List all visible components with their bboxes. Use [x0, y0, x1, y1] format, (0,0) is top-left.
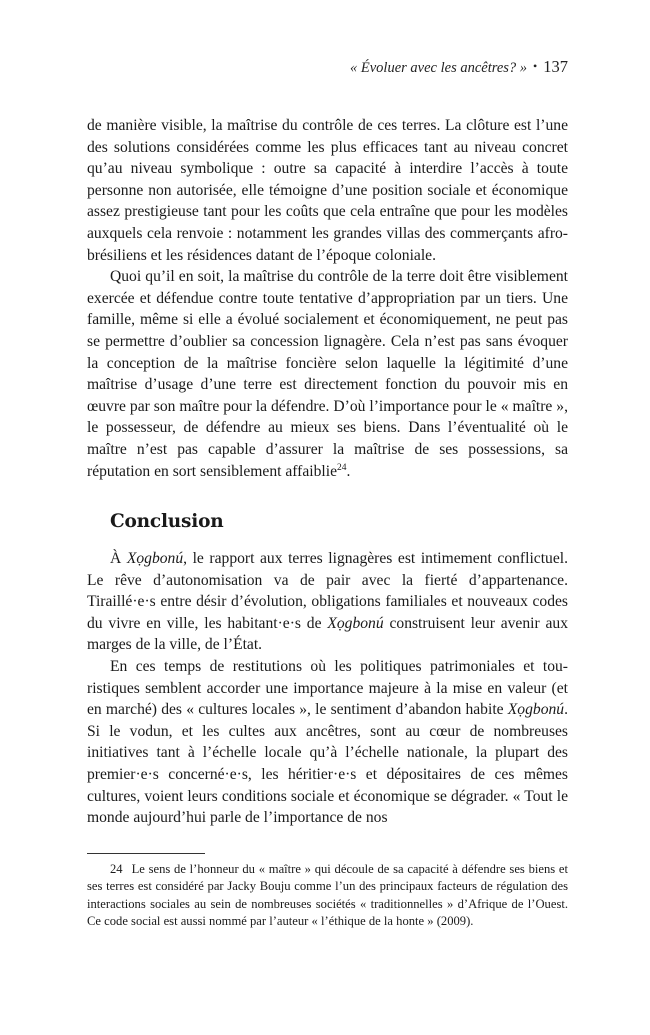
paragraph-text: En ces temps de restitutions où les politiques patrimoniales et touristiques semblent accorder une importance majeure à la mise en valeur (et en marché) des « cultures locales », le sentiment d’abandon habite: [87, 658, 568, 719]
running-head-bullet: •: [533, 59, 538, 73]
paragraph-text: À: [110, 550, 127, 568]
footnote-number: 24: [110, 862, 123, 876]
paragraph-text: , le rapport aux terres lignagères est intimement conflictuel. Le rêve d’autonomisation va de pair avec la fierté d’appartenance. Tiraillé·e·s entre désir d’évolution, obligations familiales et nouveaux codes du vivre en ville, les habitant·e·s de: [87, 550, 568, 632]
place-name: Xọgbonú: [126, 550, 184, 568]
footnote-reference[interactable]: 24: [337, 462, 347, 473]
paragraph-text: construisent leur avenir aux marges de la ville, de l’État.: [87, 614, 569, 654]
paragraph-text: de manière visible, la maîtrise du contrôle de ces terres. La clôture est l’une des solutions considérées comme les plus efficaces tant au niveau concret qu’au niveau symbolique : outre sa capacité à interdire l’accès à toute personne non autorisée, elle témoigne d’une position sociale et économique assez prestigieuse tant pour les coûts que cela entraîne que pour les modèles auxquels cela renvoie : notamment les grandes villas des commerçants afro-brésiliens et les résidences datant de l’époque coloniale.: [87, 117, 568, 264]
paragraph-2: [87, 266, 568, 482]
place-name: Xọgbonú: [507, 701, 565, 719]
footnote-text: Le sens de l’honneur du « maître » qui découle de sa capacité à défendre ses biens et ses terres est considéré par Jacky Bouju comme l’un des principaux facteurs de régulation des interactions sociales au sein de nombreuses sociétés « traditionnelles » d’Afrique de l’Ouest. Ce code social est aussi nommé par l’auteur « l’éthique de la honte » (2009).: [87, 862, 568, 928]
paragraph-text: . Si le vodun, et les cultes aux ancêtres, sont au cœur de nombreuses initiatives tant à l’échelle locale qu’à l’échelle nationale, la plupart des premier·e·s concerné·e·s, les héritier·e·s et dépositaires de ces mêmes cultures, voient leurs conditions sociale et économique se dégrader. « Tout le monde aujourd’hui parle de l’importance de nos: [87, 701, 568, 827]
running-head: [350, 57, 568, 77]
paragraph-text: Quoi qu’il en soit, la maîtrise du contrôle de la terre doit être visiblement exercée et défendue contre toute tentative d’appropriation par un tiers. Une famille, même si elle a évolué socialement et économiquement, ne peut pas se permettre d’oublier sa concession lignagère. Cela n’est pas sans évoquer la conception de la maîtrise foncière selon laquelle la légitimité d’une maîtrise d’usage d’une terre est directement fonction du pouvoir mis en œuvre par son maître pour la défendre. D’où l’importance pour le « maître », le possesseur, de défendre au mieux ses biens. Dans l’éventualité où le maître n’est pas capable d’assurer la maîtrise de ses possessions, sa réputation en sort sensiblement affaiblie: [87, 268, 568, 480]
conclusion-paragraph-1: [87, 548, 568, 656]
body-text: [87, 115, 568, 829]
running-head-title: « Évoluer avec les ancêtres? »: [350, 60, 528, 76]
footnote: [87, 861, 568, 930]
section-heading: Conclusion: [110, 511, 224, 533]
paragraph-text-end: .: [346, 462, 351, 480]
page-number: 137: [543, 57, 568, 76]
footnote-divider: [87, 853, 205, 854]
paragraph-1: [87, 115, 568, 266]
place-name: Xọgbonú: [327, 614, 384, 632]
conclusion-paragraph-2: [87, 656, 568, 829]
footnote-24: [87, 861, 568, 930]
